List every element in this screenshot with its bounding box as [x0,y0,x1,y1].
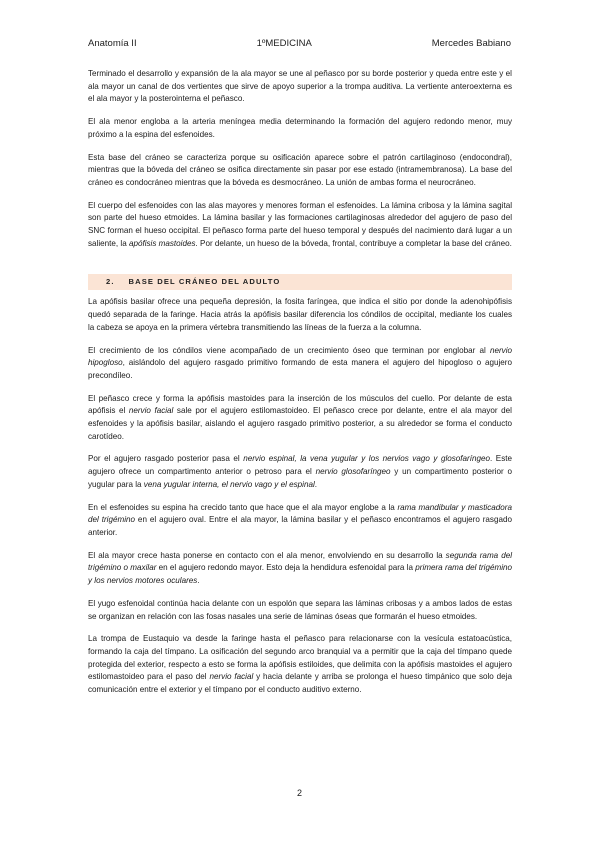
page-content [88,68,512,707]
text-run: El cuerpo del esfenoides con las alas mayores y menores forman el esfenoides. La lámina cribosa y la lámina sagital son parte del hueso etmoides. La lámina basilar y las formaciones cartilaginosas alrededor del agujero de paso del SNC forman el hueso occipital. El peñasco forma parte del hueso temporal y después del nacimiento dará lugar a un saliente, la [88,200,512,248]
paragraph [88,393,512,444]
text-run: . [197,576,200,586]
italic-term: nervio espinal, la vena yugular y los nervios vago y glosofaríngeo [243,454,491,464]
text-run: . Por delante, un hueso de la bóveda, frontal, contribuye a completar la base del cráneo. [195,238,512,248]
section-paragraphs [88,296,512,696]
text-run: sale por el agujero estilomastoideo. El peñasco crece por delante, entre el ala mayor del esfenoides y la apófisis basilar, aislando el agujero rasgado primitivo posterior, a su alrededor se forma el conducto carotídeo. [88,406,512,441]
top-paragraphs [88,68,512,250]
text-run: En el esfenoides su espina ha crecido tanto que hace que el ala mayor englobe a la [88,502,398,512]
text-run: La apófisis basilar ofrece una pequeña depresión, la fosita faríngea, que indica el sitio por donde la adenohipófisis quedó separada de la faringe. Hacia atrás la apófisis basilar diferencia los cóndilos de occipital, mediante los cuales la cabeza se apoya en la primera vértebra transmitiendo las líneas de la fuerza a la columna. [88,297,512,332]
italic-term: nervio facial [209,672,254,682]
section-heading [88,274,512,290]
text-run: El ala mayor crece hasta ponerse en contacto con el ala menor, envolviendo en su desarrollo la [88,550,446,560]
text-run: Terminado el desarrollo y expansión de la ala mayor se une al peñasco por su borde posterior y queda entre este y el ala mayor un canal de dos vertientes que sirve de apoyo superior a la trompa auditiva. La vertiente anteroexterna es el ala mayor y la posterointerna el peñasco. [88,69,512,104]
italic-term: nervio glosofaríngeo [315,467,391,477]
italic-term: rama mandibular y masticadora del trigémino [88,502,512,525]
italic-term: nervio facial [128,406,174,416]
paragraph [88,116,512,141]
header-author: Mercedes Babiano [431,38,511,49]
text-run: en el agujero oval. Entre el ala mayor, la lámina basilar y el peñasco encontramos el agujero rasgado anterior. [88,515,512,537]
paragraph [88,633,512,697]
text-run: y hacia delante y arriba se prolonga el hueso timpánico que solo deja comunicación entre el exterior y el tímpano por el conducto auditivo externo. [88,672,512,695]
page-header [88,38,511,49]
text-run: El yugo esfenoidal continúa hacia delante con un espolón que separa las láminas cribosas y a ambos lados de estas se organizan en relación con las fosas nasales una serie de láminas óseas que formarán el hueso etmoides. [88,598,512,621]
text-run: Esta base del cráneo se caracteriza porque su osificación aparece sobre el patrón cartilaginoso (endocondral), mientras que la bóveda del cráneo se osifica directamente sin pasar por ese estado (intramembranosa). La base del cráneo es condocráneo mientras que la bóveda es desmocráneo. La unión de ambas forma el neurocráneo. [88,152,512,187]
text-run: El peñasco crece y forma la apófisis mastoides para la inserción de los músculos del cuello. Por delante de esta apófisis el [88,393,512,416]
text-run: El ala menor engloba a la arteria meníngea media determinando la formación del agujero redondo menor, muy próximo a la espina del esfenoides. [88,117,512,139]
text-run: y un compartimento posterior o yugular para la [88,467,512,489]
italic-term: nervio hipogloso [88,345,512,368]
header-subject: Anatomía II [88,38,137,49]
paragraph [88,200,512,251]
italic-term: apófisis mastoides [128,238,196,248]
paragraph [88,453,512,491]
paragraph [88,296,512,334]
text-run: El crecimiento de los cóndilos viene acompañado de un crecimiento óseo que terminan por englobar al [88,345,490,355]
section-title: BASE DEL CRÁNEO DEL ADULTO [128,277,281,287]
text-run: La trompa de Eustaquio va desde la faringe hasta el peñasco para relacionarse con la vesícula estatoacústica, formando la caja del tímpano. La osificación del segundo arco branquial va a permitir que la caja del tímpano quede protegida del exterior, respecto a esto se forma la apófisis estiloides, que delimita con la apófisis mastoides el agujero estilomastoideo para el paso del [88,634,512,682]
paragraph [88,550,512,588]
paragraph [88,345,512,383]
text-run: , aislándolo del agujero rasgado primitivo formando de esta manera el agujero del hipogloso o agujero precondíleo. [88,358,512,380]
paragraph [88,68,512,106]
section-number: 2. [106,277,115,287]
text-run: Por el agujero rasgado posterior pasa el [88,454,244,464]
italic-term: vena yugular interna, el nervio vago y el espinal [143,479,315,489]
paragraph [88,502,512,540]
paragraph [88,598,512,623]
italic-term: segunda rama del trigémino o maxilar [88,550,512,573]
text-run: . Este agujero ofrece un compartimento anterior o petroso para el [88,454,512,477]
text-run: . [314,479,318,489]
page-number: 2 [296,788,302,798]
text-run: en el agujero redondo mayor. Esto deja la hendidura esfenoidal para la [156,563,416,573]
italic-term: primera rama del trigémino y los nervios motores oculares [88,563,512,586]
header-course: 1ºMEDICINA [256,38,312,49]
paragraph [88,152,512,190]
